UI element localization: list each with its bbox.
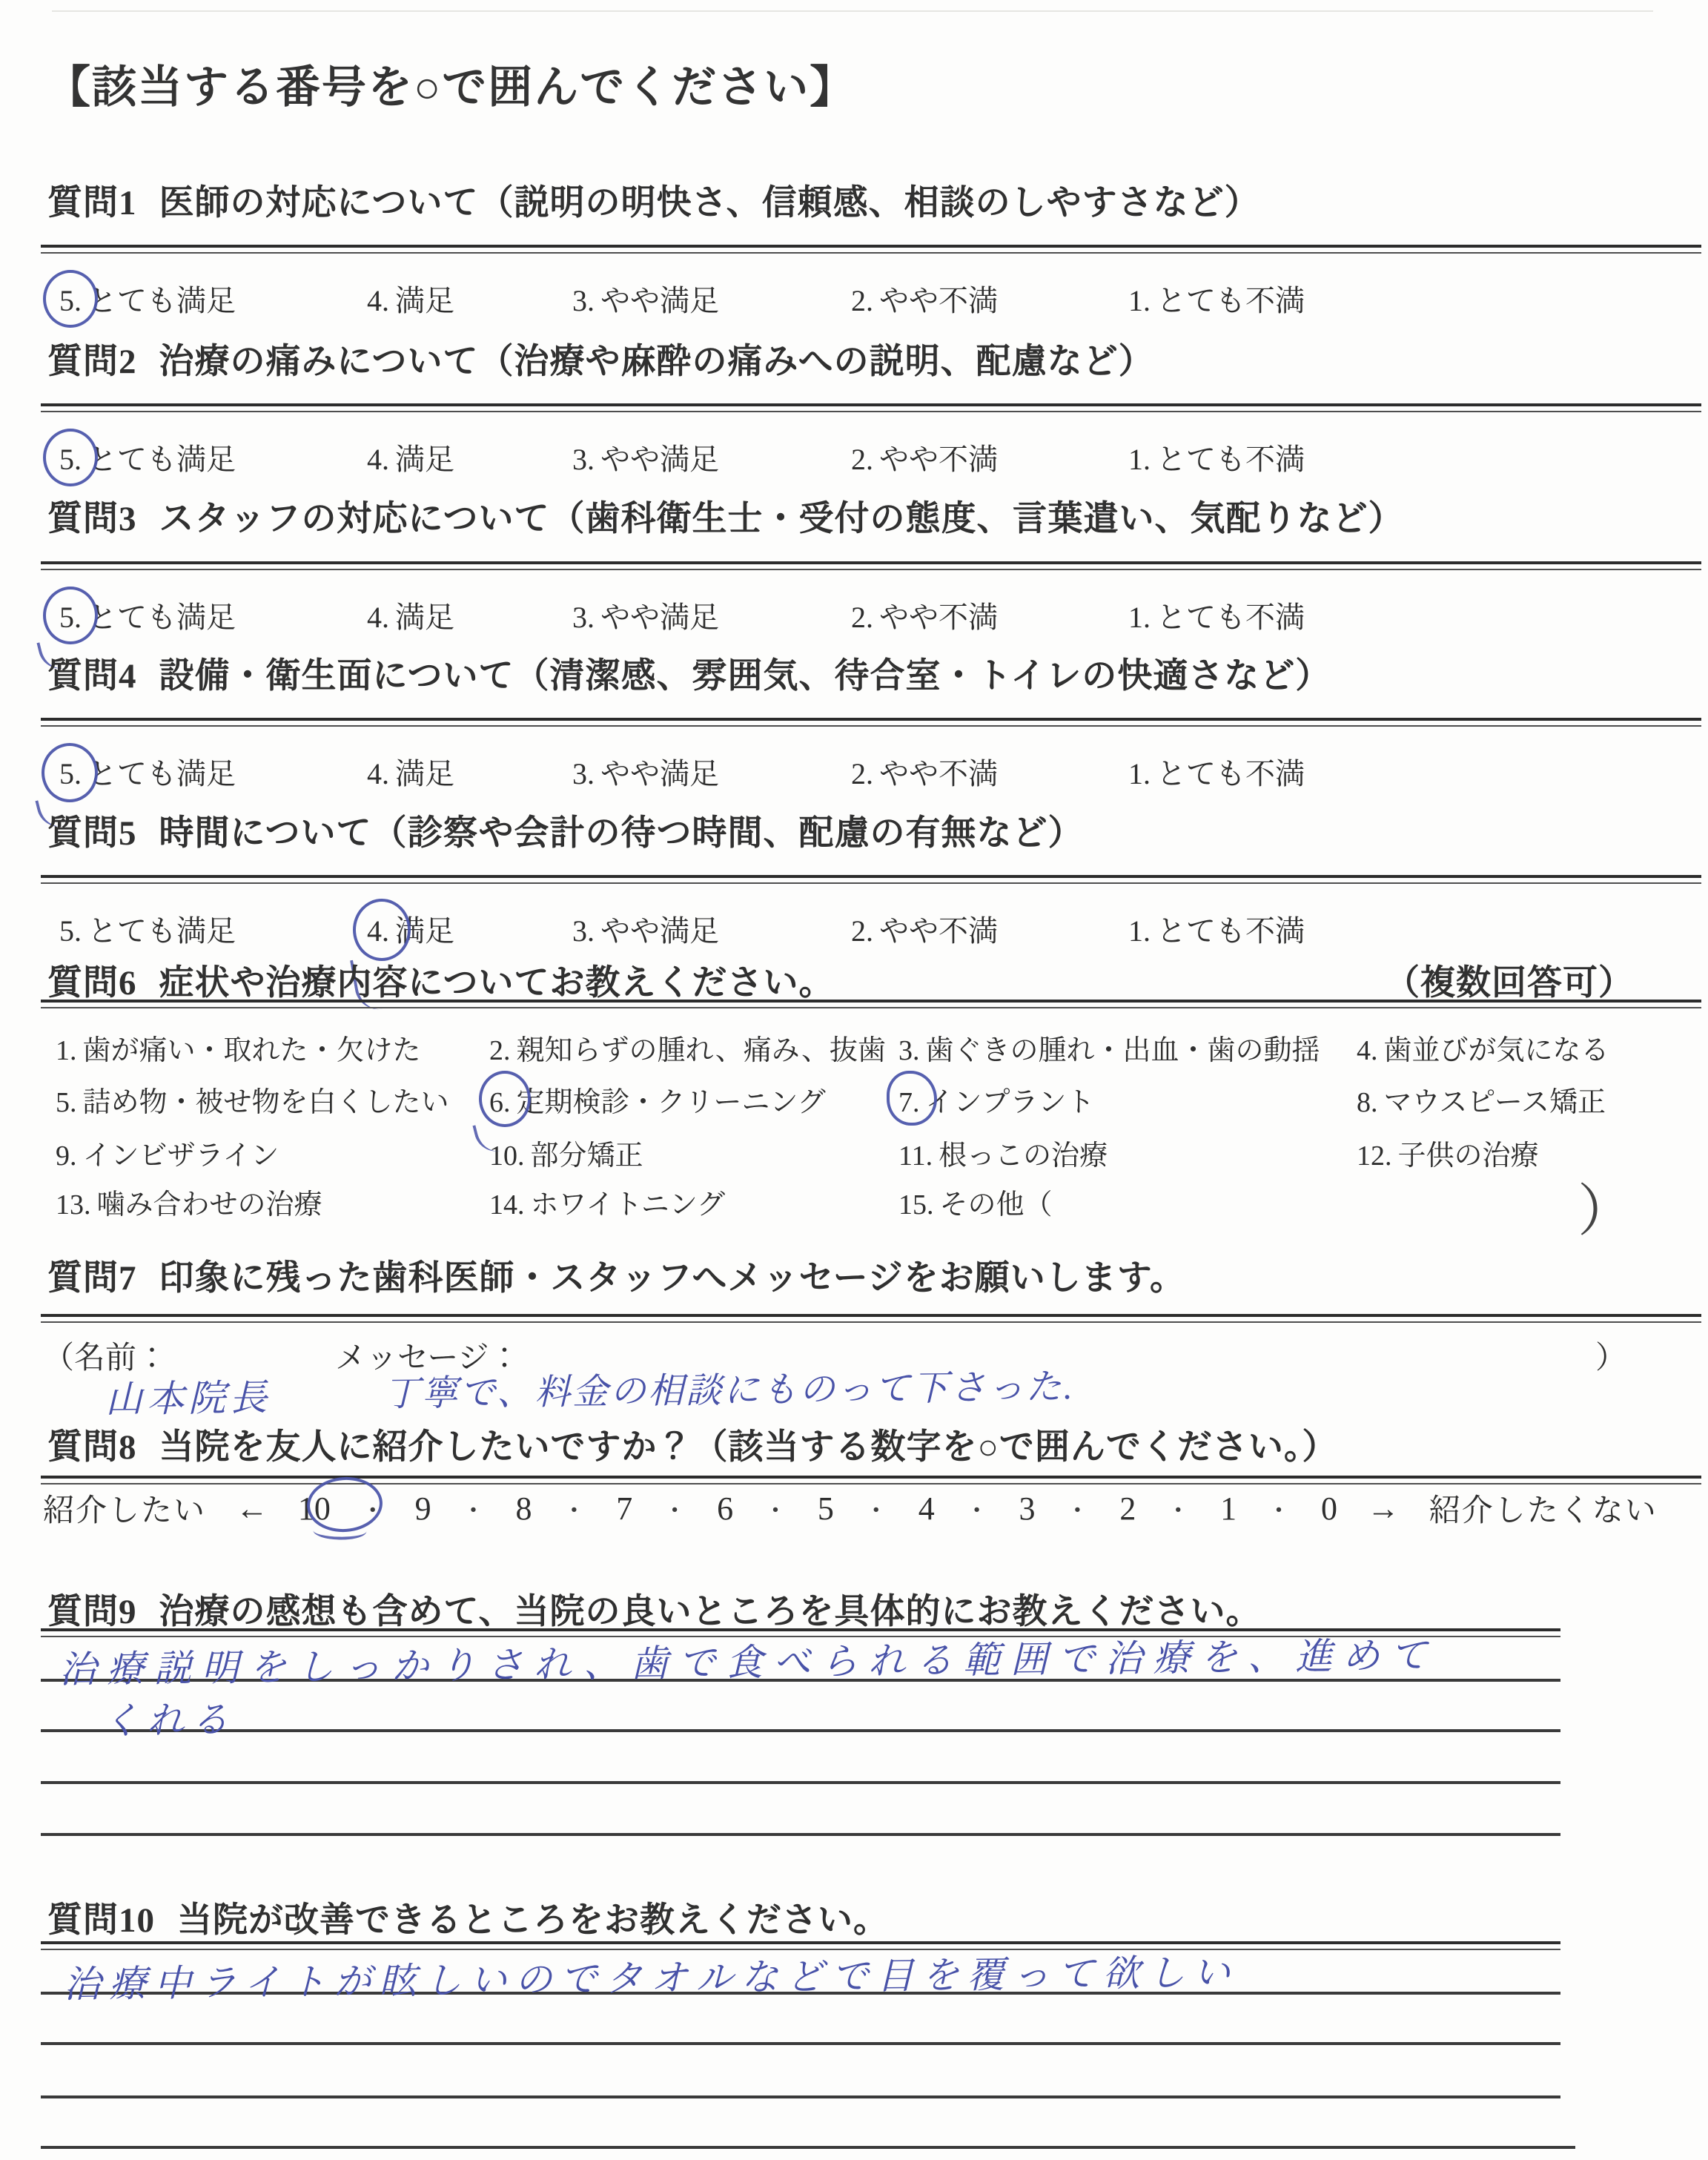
handwritten-answer-line1: 治療中ライトが眩しいのでタオルなどで目を覆って欲しい: [63, 1951, 1239, 2006]
rating-row-q4: [0, 750, 1708, 792]
divider: [41, 245, 1701, 254]
question-number: 質問10: [47, 1901, 155, 1940]
rating-option-2: 2. やや不満: [851, 601, 998, 634]
question-7-header: [47, 1250, 1678, 1300]
rating-option-5: 5. とても満足: [59, 443, 236, 476]
rating-option-5: 5. とても満足: [59, 757, 236, 790]
question-number: 質問5: [47, 814, 137, 853]
rating-row-q3: [0, 594, 1708, 635]
question-title: 当院を友人に紹介したいですか？（該当する数字を○で囲んでください。）: [159, 1428, 1338, 1467]
rating-option-2: 2. やや不満: [851, 443, 998, 476]
scale-value-1: 1: [1220, 1490, 1237, 1527]
close-paren: ）: [1595, 1341, 1627, 1375]
rating-option-1: 1. とても不満: [1128, 757, 1305, 790]
question-title: 医師の対応について（説明の明快さ、信頼感、相談のしやすさなど）: [159, 184, 1260, 222]
other-close-paren: ）: [1578, 1180, 1634, 1243]
question-number: 質問9: [47, 1593, 137, 1631]
answer-circle-q5: [353, 899, 411, 961]
symptom-option-3: 3. 歯ぐきの腫れ・出血・歯の動揺: [898, 1035, 1320, 1066]
scale-value-7: 7: [616, 1490, 633, 1527]
rating-row-q5: [0, 908, 1708, 949]
symptom-option-1: 1. 歯が痛い・取れた・欠けた: [56, 1035, 421, 1066]
divider: [41, 561, 1701, 570]
question-title: 治療の感想も含めて、当院の良いところを具体的にお教えください。: [159, 1593, 1262, 1631]
scale-value-0: 0: [1320, 1490, 1337, 1527]
nps-scale-row: [43, 1486, 1658, 1530]
ruled-line: [41, 1781, 1560, 1784]
scale-value-8: 8: [515, 1490, 532, 1527]
symptom-option-2: 2. 親知らずの腫れ、痛み、抜歯: [489, 1035, 887, 1066]
name-field-label: （名前：: [43, 1341, 168, 1375]
rating-option-1: 1. とても不満: [1128, 601, 1305, 634]
scale-dot: ・: [1165, 1497, 1191, 1525]
rating-option-2: 2. やや不満: [851, 284, 998, 317]
question-10-header: [47, 1892, 1678, 1942]
symptom-option-5: 5. 詰め物・被せ物を白くしたい: [56, 1087, 449, 1118]
scale-value-5: 5: [817, 1490, 834, 1527]
rating-option-5: 5. とても満足: [59, 601, 236, 634]
question-8-header: [47, 1419, 1678, 1469]
question-number: 質問7: [47, 1259, 137, 1298]
rating-option-3: 3. やや満足: [572, 914, 719, 948]
divider: [41, 1476, 1701, 1484]
rating-option-2: 2. やや不満: [851, 757, 998, 790]
symptom-options-row-2: [0, 1079, 1708, 1119]
rating-option-3: 3. やや満足: [572, 601, 719, 634]
question-5-header: [47, 805, 1678, 855]
symptom-option-6: 6. 定期検診・クリーニング: [489, 1087, 826, 1118]
rating-option-1: 1. とても不満: [1128, 914, 1305, 948]
question-number: 質問8: [47, 1428, 137, 1467]
divider: [41, 1314, 1701, 1323]
scale-dot: ・: [662, 1497, 688, 1525]
question-title: 治療の痛みについて（治療や麻酔の痛みへの説明、配慮など）: [159, 343, 1154, 381]
scale-value-6: 6: [717, 1490, 734, 1527]
answer-circle-q6-option6: [479, 1071, 531, 1127]
question-number: 質問2: [47, 343, 137, 381]
scale-right-label: 紹介したくない: [1429, 1494, 1658, 1528]
ruled-line: [41, 2095, 1560, 2098]
multiple-answers-note: （複数回答可）: [1385, 964, 1634, 1003]
question-3-header: [47, 491, 1678, 541]
question-6-header: [47, 955, 1678, 1005]
scale-dot: ・: [561, 1497, 587, 1525]
scan-edge-line: [52, 10, 1653, 12]
symptom-option-12: 12. 子供の治療: [1357, 1140, 1539, 1172]
divider: [41, 1000, 1701, 1008]
rating-row-q2: [0, 436, 1708, 478]
symptom-option-14: 14. ホワイトニング: [489, 1189, 726, 1221]
form-title: 【該当する番号を○で囲んでください】: [46, 63, 856, 112]
rating-option-3: 3. やや満足: [572, 284, 719, 317]
rating-option-4: 4. 満足: [367, 757, 454, 790]
divider: [41, 718, 1701, 727]
symptom-option-9: 9. インビザライン: [56, 1140, 279, 1172]
question-title: 当院が改善できるところをお教えください。: [177, 1901, 889, 1940]
question-number: 質問1: [47, 184, 137, 222]
scale-value-2: 2: [1119, 1490, 1136, 1527]
rating-option-4: 4. 満足: [367, 284, 454, 317]
ruled-line: [41, 1833, 1560, 1836]
rating-option-5: 5. とても満足: [59, 284, 236, 317]
rating-option-3: 3. やや満足: [572, 443, 719, 476]
question-number: 質問3: [47, 500, 137, 538]
symptom-options-row-3: [0, 1132, 1708, 1172]
handwritten-answer-line2: くれる: [102, 1699, 236, 1742]
question-4-header: [47, 648, 1678, 698]
ruled-line: [41, 2042, 1560, 2045]
scale-dot: ・: [863, 1497, 889, 1525]
symptom-option-13: 13. 噛み合わせの治療: [56, 1189, 322, 1221]
divider: [41, 403, 1701, 412]
answer-circle-q1: [43, 270, 98, 328]
scale-dot: ・: [360, 1497, 385, 1525]
rating-option-1: 1. とても不満: [1128, 443, 1305, 476]
symptom-option-10: 10. 部分矯正: [489, 1140, 643, 1172]
message-field-label: メッセージ：: [335, 1341, 520, 1375]
question-title: 症状や治療内容についてお教えください。: [159, 964, 835, 1003]
question-number: 質問6: [47, 964, 137, 1003]
question-title: 印象に残った歯科医師・スタッフへメッセージをお願いします。: [159, 1259, 1185, 1298]
symptom-option-4: 4. 歯並びが気になる: [1357, 1035, 1609, 1066]
question-title: スタッフの対応について（歯科衛生士・受付の態度、言葉遣い、気配りなど）: [159, 500, 1404, 538]
question-2-header: [47, 334, 1678, 383]
divider: [41, 875, 1701, 884]
scale-dot: ・: [1065, 1497, 1090, 1525]
scale-value-3: 3: [1019, 1490, 1036, 1527]
answer-circle-q4: [42, 743, 98, 802]
scale-value-4: 4: [918, 1490, 935, 1527]
scale-value-9: 9: [414, 1490, 431, 1527]
left-arrow-icon: ←: [235, 1490, 268, 1527]
rating-option-5: 5. とても満足: [59, 914, 236, 948]
symptom-option-7: 7. インプラント: [898, 1087, 1095, 1118]
handwritten-name: 山本院長: [105, 1376, 272, 1421]
rating-option-2: 2. やや不満: [851, 914, 998, 948]
question-number: 質問4: [47, 657, 137, 696]
handwritten-answer-line1: 治療説明をしっかりされ、歯で食べられる範囲で治療を、進めて: [59, 1634, 1438, 1691]
symptom-options-row-1: [0, 1027, 1708, 1067]
symptom-options-row-4: [0, 1181, 1708, 1221]
symptom-option-11: 11. 根っこの治療: [898, 1140, 1108, 1172]
scale-dot: ・: [1266, 1497, 1292, 1525]
answer-circle-q3: [43, 587, 98, 644]
question-title: 設備・衛生面について（清潔感、雰囲気、待合室・トイレの快適さなど）: [159, 657, 1331, 696]
scale-left-label: 紹介したい: [43, 1494, 207, 1528]
answer-circle-q6-option7: [887, 1071, 937, 1126]
answer-circle-q2: [43, 429, 98, 486]
right-arrow-icon: →: [1366, 1490, 1400, 1527]
question-1-header: [47, 175, 1678, 225]
symptom-option-8: 8. マウスピース矯正: [1357, 1087, 1606, 1118]
rating-option-4: 4. 満足: [367, 443, 454, 476]
rating-option-3: 3. やや満足: [572, 757, 719, 790]
scale-value-10: 10: [297, 1490, 331, 1527]
rating-option-4: 4. 満足: [367, 914, 454, 948]
rating-option-4: 4. 満足: [367, 601, 454, 634]
rating-row-q1: [0, 277, 1708, 319]
scale-dot: ・: [460, 1497, 486, 1525]
handwritten-message: 丁寧で、料金の相談にものって下さった.: [383, 1367, 1075, 1414]
rating-option-1: 1. とても不満: [1128, 284, 1305, 317]
ruled-line: [41, 1729, 1560, 1732]
scale-dot: ・: [964, 1497, 990, 1525]
symptom-option-15: 15. その他（: [898, 1189, 1053, 1221]
ruled-line: [41, 2146, 1575, 2149]
question-title: 時間について（診察や会計の待つ時間、配慮の有無など）: [159, 814, 1084, 853]
scale-dot: ・: [762, 1497, 788, 1525]
